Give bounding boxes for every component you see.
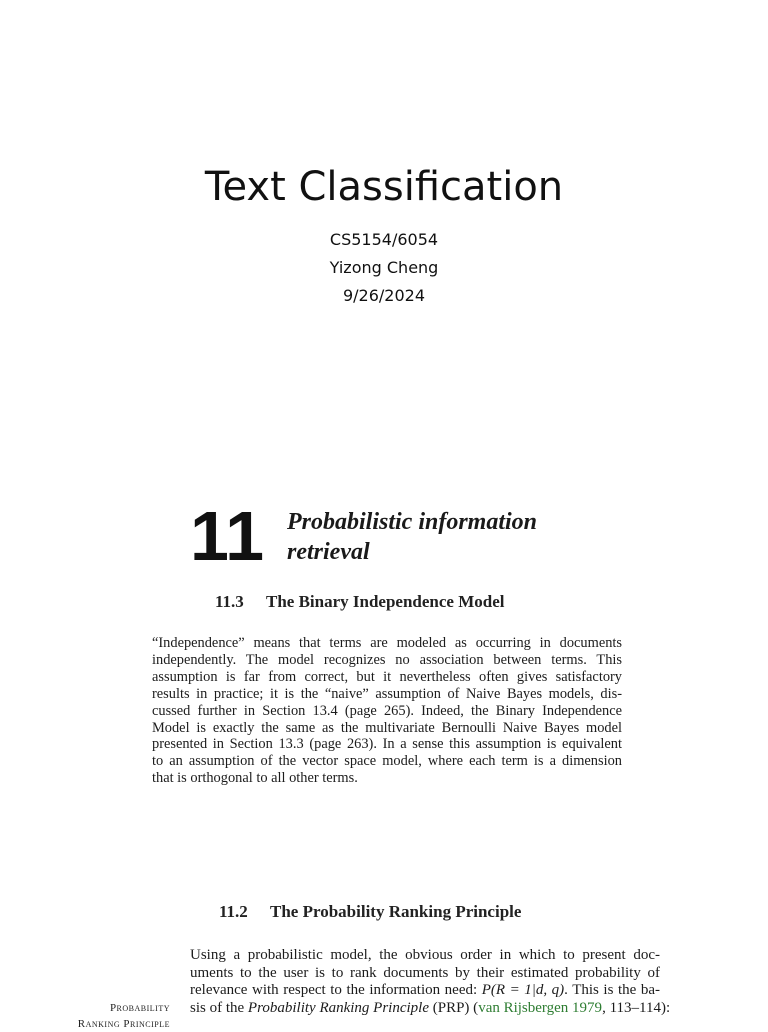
section-heading-11-2 <box>219 902 521 922</box>
paragraph-line: uments to the user is to rank documents by their estimated probability of <box>190 964 660 981</box>
math-expression: P(R = 1|d, q) <box>481 982 565 998</box>
paragraph-line: relevance with respect to the information need: P(R = 1|d, q). This is the ba- <box>190 982 660 998</box>
chapter-title-line-1: Probabilistic information <box>287 509 538 535</box>
section-title: The Probability Ranking Principle <box>270 902 522 921</box>
defined-term: Probability Ranking Principle <box>247 999 429 1016</box>
paragraph-line: to an assumption of the vector space model, where each term is a dimension <box>152 753 622 770</box>
slide-date: 9/26/2024 <box>342 286 426 305</box>
chapter-number: 11 <box>190 497 264 575</box>
course-code: CS5154/6054 <box>329 230 439 249</box>
section-number: 11.2 <box>219 902 248 921</box>
paragraph-line: that is orthogonal to all other terms. <box>152 770 358 787</box>
paragraph-line: sis of the Probability Ranking Principle (PRP) (van Rijsbergen 1979, 113–114): <box>190 999 671 1016</box>
margin-note-line-2: Ranking Principle <box>77 1018 170 1030</box>
paragraph-line: results in practice; it is the “naive” assumption of Naive Bayes models, dis- <box>152 685 622 702</box>
margin-note-line-1: Probability <box>109 1002 170 1014</box>
paragraph-line: presented in Section 13.3 (page 263). In a sense this assumption is equivalent <box>152 736 622 753</box>
paragraph-line: cussed further in Section 13.4 (page 265). Indeed, the Binary Independence <box>152 702 622 719</box>
slide-title: Text Classification <box>204 164 564 210</box>
margin-note <box>40 1000 170 1032</box>
section-11-3-paragraph <box>152 635 622 787</box>
paragraph-line: Using a probabilistic model, the obvious order in which to present doc- <box>190 947 660 963</box>
section-title: The Binary Independence Model <box>266 592 505 611</box>
section-11-2-paragraph <box>190 947 671 1017</box>
paragraph-line: assumption is far from correct, but it nevertheless often gives satisfactory <box>152 668 622 685</box>
paragraph-line: independently. The model recognizes no association between terms. This <box>152 651 622 668</box>
paragraph-line: Model is exactly the same as the multivariate Bernoulli Naive Bayes model <box>152 719 622 736</box>
chapter-title-line-2: retrieval <box>287 539 370 565</box>
author-name: Yizong Cheng <box>329 258 439 277</box>
citation-link[interactable]: van Rijsbergen 1979 <box>478 999 603 1016</box>
section-number: 11.3 <box>215 592 244 611</box>
paragraph-line: “Independence” means that terms are modeled as occurring in documents <box>152 635 622 651</box>
section-heading-11-3 <box>215 592 505 612</box>
chapter-title <box>287 507 607 567</box>
